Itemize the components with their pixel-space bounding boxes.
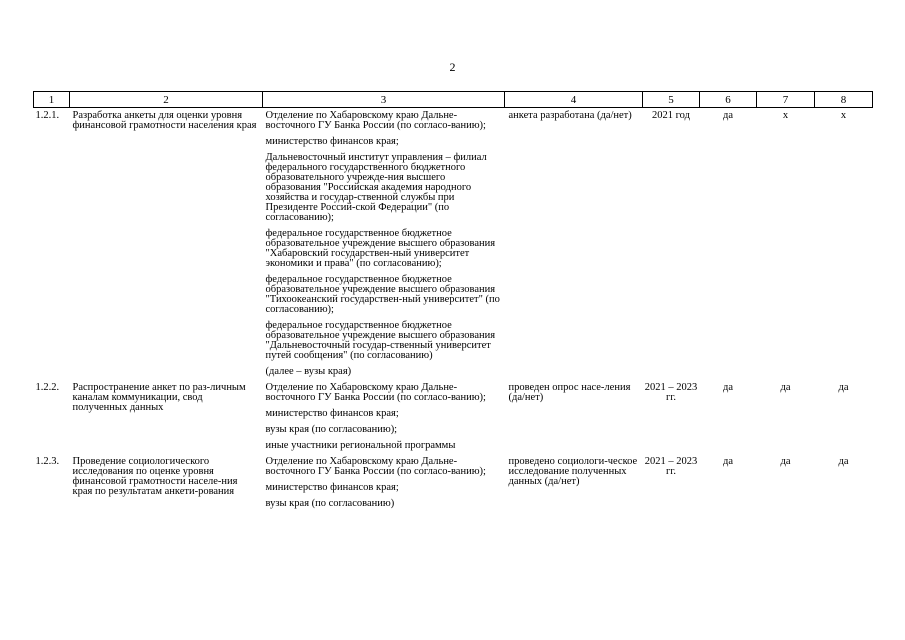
header-row bbox=[34, 92, 873, 108]
result-indicator: проведен опрос насе-ления (да/нет) bbox=[508, 382, 631, 403]
executor-item: иные участники региональной программы bbox=[265, 440, 456, 451]
page-number: 2 bbox=[449, 60, 456, 74]
value-col-7: х bbox=[782, 110, 789, 121]
executor-item: вузы края (по согласованию) bbox=[265, 498, 395, 509]
header-col-5: 5 bbox=[643, 92, 700, 108]
value-col-7: да bbox=[780, 456, 791, 467]
table-body bbox=[34, 108, 873, 510]
executor-item: федеральное государственное бюджетное образовательное учреждение высшего образования "Дальневосточный государ-ственный университет путей сообщения" (по согласованию) bbox=[265, 320, 496, 361]
row-number: 1.2.2. bbox=[35, 382, 60, 393]
row-number: 1.2.1. bbox=[35, 110, 60, 121]
activity-name: Распространение анкет по раз-личным каналам коммуникации, свод полученных данных bbox=[72, 382, 246, 413]
value-col-8: х bbox=[840, 110, 847, 121]
header-col-3: 3 bbox=[263, 92, 505, 108]
value-col-6: да bbox=[722, 456, 733, 467]
table-row bbox=[34, 451, 873, 509]
value-col-7: да bbox=[780, 382, 791, 393]
table-row bbox=[34, 108, 873, 378]
executors-cell bbox=[263, 108, 505, 378]
executor-item: федеральное государственное бюджетное образовательное учреждение высшего образования "Хабаровский государствен-ный университет экономики и права" (по согласованию); bbox=[265, 228, 496, 269]
executor-item: министерство финансов края; bbox=[265, 408, 399, 419]
executor-item: Отделение по Хабаровскому краю Дальне-восточного ГУ Банка России (по согласо-ванию); bbox=[265, 456, 486, 477]
period: 2021 год bbox=[652, 110, 690, 121]
value-col-8: да bbox=[838, 382, 849, 393]
executor-item: министерство финансов края; bbox=[265, 482, 399, 493]
result-indicator: проведено социологи-ческое исследование полученных данных (да/нет) bbox=[508, 456, 638, 487]
activity-name: Разработка анкеты для оценки уровня финансовой грамотности населения края bbox=[72, 110, 257, 131]
executor-item: федеральное государственное бюджетное образовательное учреждение высшего образования "Тихоокеанский государствен-ный университет" (по согласованию); bbox=[265, 274, 500, 315]
period: 2021 – 2023 гг. bbox=[644, 382, 698, 403]
result-indicator: анкета разработана (да/нет) bbox=[508, 110, 632, 121]
executor-item: (далее – вузы края) bbox=[265, 366, 352, 377]
executor-item: Дальневосточный институт управления – филиал федерального государственного бюджетного образовательного учрежде-ния высшего образования "Российская академия народного хозяйства и государ-ственной службы при Президенте Россий-ской Федерации" (по согласованию); bbox=[265, 152, 487, 223]
header-col-6: 6 bbox=[700, 92, 757, 108]
executors-cell bbox=[263, 377, 505, 451]
program-table bbox=[33, 91, 873, 509]
header-col-7: 7 bbox=[757, 92, 815, 108]
row-number: 1.2.3. bbox=[35, 456, 60, 467]
value-col-8: да bbox=[838, 456, 849, 467]
header-col-4: 4 bbox=[505, 92, 643, 108]
table-header bbox=[34, 92, 873, 108]
table-row bbox=[34, 377, 873, 451]
value-col-6: да bbox=[722, 110, 733, 121]
header-col-8: 8 bbox=[815, 92, 873, 108]
executor-item: Отделение по Хабаровскому краю Дальне-восточного ГУ Банка России (по согласо-ванию); bbox=[265, 382, 486, 403]
header-col-1: 1 bbox=[34, 92, 70, 108]
executor-item: вузы края (по согласованию); bbox=[265, 424, 398, 435]
activity-name: Проведение социологического исследования по оценке уровня финансовой грамотности населе-ния края по результатам анкети-рования bbox=[72, 456, 238, 497]
period: 2021 – 2023 гг. bbox=[644, 456, 698, 477]
value-col-6: да bbox=[722, 382, 733, 393]
executors-cell bbox=[263, 451, 505, 509]
header-col-2: 2 bbox=[70, 92, 263, 108]
executor-item: Отделение по Хабаровскому краю Дальне-восточного ГУ Банка России (по согласо-ванию); bbox=[265, 110, 486, 131]
executor-item: министерство финансов края; bbox=[265, 136, 399, 147]
